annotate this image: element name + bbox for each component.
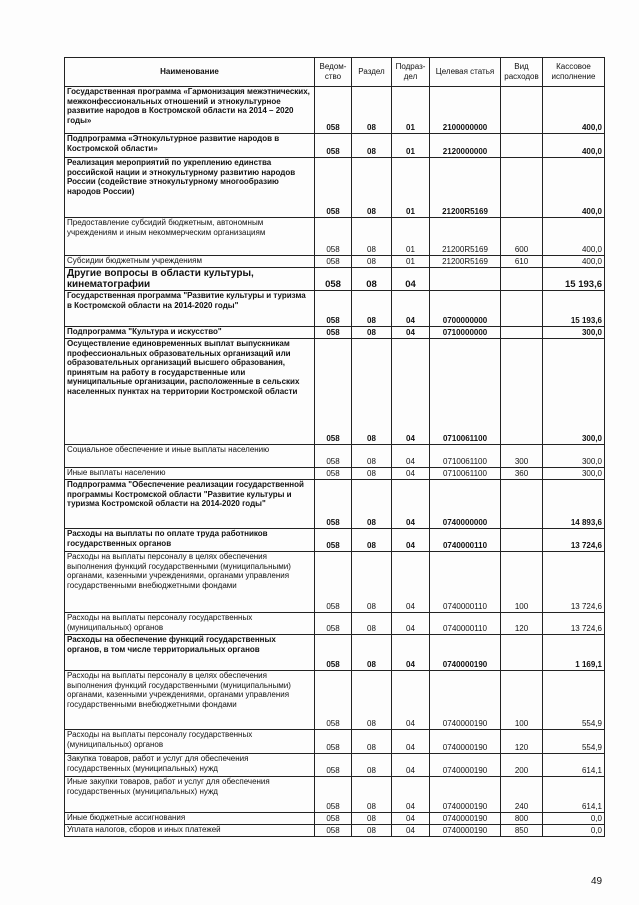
cell-name: Предоставление субсидий бюджетным, автономным учреждениям и иным некоммерческим организациям xyxy=(65,218,315,256)
cell-subsection: 01 xyxy=(392,87,430,134)
table-row xyxy=(65,218,605,256)
cell-amount: 1 169,1 xyxy=(543,635,605,671)
cell-amount: 0,0 xyxy=(543,825,605,837)
cell-amount: 300,0 xyxy=(543,339,605,445)
cell-target: 21200R5169 xyxy=(430,158,501,218)
cell-type: 600 xyxy=(501,218,543,256)
cell-target: 0740000000 xyxy=(430,480,501,529)
table-row xyxy=(65,730,605,754)
cell-subsection: 04 xyxy=(392,445,430,468)
cell-subsection: 04 xyxy=(392,268,430,291)
cell-target: 0740000190 xyxy=(430,730,501,754)
cell-amount: 15 193,6 xyxy=(543,291,605,327)
cell-section: 08 xyxy=(352,327,392,339)
table-row xyxy=(65,268,605,291)
cell-amount: 300,0 xyxy=(543,468,605,480)
cell-dept: 058 xyxy=(315,268,352,291)
cell-section: 08 xyxy=(352,339,392,445)
cell-target: 0740000190 xyxy=(430,813,501,825)
cell-name: Расходы на выплаты персоналу в целях обеспечения выполнения функций государственными (муниципальными) органами, казенными учреждениями, органами управления государственными внебюджетными фондами xyxy=(65,552,315,613)
cell-section: 08 xyxy=(352,291,392,327)
table-row xyxy=(65,825,605,837)
cell-section: 08 xyxy=(352,635,392,671)
cell-type: 200 xyxy=(501,754,543,777)
budget-execution-table xyxy=(64,57,605,837)
cell-amount: 614,1 xyxy=(543,777,605,813)
cell-amount: 13 724,6 xyxy=(543,552,605,613)
cell-type: 120 xyxy=(501,613,543,635)
cell-target: 0740000190 xyxy=(430,825,501,837)
cell-target: 21200R5169 xyxy=(430,256,501,268)
cell-name: Расходы на обеспечение функций государственных органов, в том числе территориальных органов xyxy=(65,635,315,671)
table-row xyxy=(65,327,605,339)
cell-section: 08 xyxy=(352,825,392,837)
cell-name: Подпрограмма "Обеспечение реализации государственной программы Костромской области "Развитие культуры и туризма Костромской области на 2014-2020 годы" xyxy=(65,480,315,529)
cell-subsection: 01 xyxy=(392,134,430,158)
cell-section: 08 xyxy=(352,87,392,134)
cell-amount: 13 724,6 xyxy=(543,529,605,552)
cell-dept: 058 xyxy=(315,613,352,635)
cell-section: 08 xyxy=(352,529,392,552)
cell-subsection: 01 xyxy=(392,158,430,218)
cell-subsection: 04 xyxy=(392,468,430,480)
cell-amount: 13 724,6 xyxy=(543,613,605,635)
cell-subsection: 04 xyxy=(392,730,430,754)
cell-name: Субсидии бюджетным учреждениям xyxy=(65,256,315,268)
cell-type: 360 xyxy=(501,468,543,480)
header-row xyxy=(65,58,605,87)
cell-name: Расходы на выплаты персоналу государственных (муниципальных) органов xyxy=(65,613,315,635)
cell-dept: 058 xyxy=(315,529,352,552)
cell-subsection: 04 xyxy=(392,613,430,635)
cell-dept: 058 xyxy=(315,825,352,837)
cell-target: 0700000000 xyxy=(430,291,501,327)
cell-target: 0710000000 xyxy=(430,327,501,339)
cell-section: 08 xyxy=(352,730,392,754)
cell-name: Осуществление единовременных выплат выпускникам профессиональных образовательных организаций или образовательных организаций высшего образования, принятым на работу в государственные или муниципальные организации, расположенные в сельских населенных пунктах на территории Костромской области xyxy=(65,339,315,445)
cell-type: 300 xyxy=(501,445,543,468)
header-dept: Ведом-ство xyxy=(315,58,352,87)
header-name: Наименование xyxy=(65,58,315,87)
cell-name: Подпрограмма "Культура и искусство" xyxy=(65,327,315,339)
cell-amount: 400,0 xyxy=(543,256,605,268)
cell-dept: 058 xyxy=(315,480,352,529)
cell-name: Социальное обеспечение и иные выплаты населению xyxy=(65,445,315,468)
cell-type: 100 xyxy=(501,671,543,730)
cell-subsection: 04 xyxy=(392,529,430,552)
cell-amount: 614,1 xyxy=(543,754,605,777)
cell-subsection: 04 xyxy=(392,671,430,730)
header-target: Целевая статья xyxy=(430,58,501,87)
cell-dept: 058 xyxy=(315,134,352,158)
cell-target: 0740000190 xyxy=(430,754,501,777)
cell-name: Иные выплаты населению xyxy=(65,468,315,480)
cell-subsection: 04 xyxy=(392,825,430,837)
cell-dept: 058 xyxy=(315,754,352,777)
table-row xyxy=(65,445,605,468)
cell-amount: 300,0 xyxy=(543,327,605,339)
cell-name: Иные закупки товаров, работ и услуг для обеспечения государственных (муниципальных) нужд xyxy=(65,777,315,813)
cell-type xyxy=(501,134,543,158)
table-row xyxy=(65,552,605,613)
cell-name: Расходы на выплаты персоналу государственных (муниципальных) органов xyxy=(65,730,315,754)
cell-type xyxy=(501,339,543,445)
cell-name: Иные бюджетные ассигнования xyxy=(65,813,315,825)
cell-dept: 058 xyxy=(315,291,352,327)
cell-section: 08 xyxy=(352,468,392,480)
cell-target: 0740000190 xyxy=(430,635,501,671)
cell-dept: 058 xyxy=(315,671,352,730)
cell-dept: 058 xyxy=(315,777,352,813)
cell-subsection: 04 xyxy=(392,291,430,327)
cell-amount: 0,0 xyxy=(543,813,605,825)
table-row xyxy=(65,635,605,671)
cell-type xyxy=(501,268,543,291)
cell-dept: 058 xyxy=(315,87,352,134)
cell-section: 08 xyxy=(352,134,392,158)
cell-type xyxy=(501,291,543,327)
table-body xyxy=(65,87,605,837)
cell-amount: 400,0 xyxy=(543,158,605,218)
table-row xyxy=(65,777,605,813)
table-row xyxy=(65,134,605,158)
cell-subsection: 04 xyxy=(392,552,430,613)
table-row xyxy=(65,671,605,730)
cell-type: 240 xyxy=(501,777,543,813)
cell-target: 0740000110 xyxy=(430,552,501,613)
cell-subsection: 04 xyxy=(392,327,430,339)
page-number: 49 xyxy=(591,876,603,887)
cell-section: 08 xyxy=(352,777,392,813)
cell-target: 2120000000 xyxy=(430,134,501,158)
table-row xyxy=(65,754,605,777)
cell-name: Расходы на выплаты персоналу в целях обеспечения выполнения функций государственными (муниципальными) органами, казенными учреждениями, органами управления государственными внебюджетными фондами xyxy=(65,671,315,730)
cell-dept: 058 xyxy=(315,635,352,671)
cell-type xyxy=(501,327,543,339)
cell-section: 08 xyxy=(352,552,392,613)
cell-target: 0710061100 xyxy=(430,468,501,480)
cell-name: Расходы на выплаты по оплате труда работников государственных органов xyxy=(65,529,315,552)
cell-name: Уплата налогов, сборов и иных платежей xyxy=(65,825,315,837)
cell-amount: 15 193,6 xyxy=(543,268,605,291)
cell-dept: 058 xyxy=(315,158,352,218)
cell-target: 21200R5169 xyxy=(430,218,501,256)
table-row xyxy=(65,291,605,327)
cell-dept: 058 xyxy=(315,468,352,480)
cell-subsection: 04 xyxy=(392,777,430,813)
cell-type xyxy=(501,87,543,134)
cell-subsection: 01 xyxy=(392,218,430,256)
cell-type xyxy=(501,158,543,218)
cell-name: Другие вопросы в области культуры, кинематографии xyxy=(65,268,315,291)
header-subsection: Подраз-дел xyxy=(392,58,430,87)
cell-amount: 400,0 xyxy=(543,87,605,134)
cell-type: 100 xyxy=(501,552,543,613)
table-row xyxy=(65,256,605,268)
table-row xyxy=(65,813,605,825)
cell-section: 08 xyxy=(352,671,392,730)
cell-section: 08 xyxy=(352,256,392,268)
cell-section: 08 xyxy=(352,158,392,218)
cell-target: 0710061100 xyxy=(430,339,501,445)
cell-section: 08 xyxy=(352,613,392,635)
cell-name: Государственная программа "Развитие культуры и туризма в Костромской области на 2014-2020 годы" xyxy=(65,291,315,327)
cell-type xyxy=(501,480,543,529)
cell-subsection: 04 xyxy=(392,480,430,529)
header-type: Вид расходов xyxy=(501,58,543,87)
cell-amount: 300,0 xyxy=(543,445,605,468)
cell-amount: 554,9 xyxy=(543,730,605,754)
cell-type: 610 xyxy=(501,256,543,268)
cell-amount: 400,0 xyxy=(543,134,605,158)
cell-target: 0740000190 xyxy=(430,777,501,813)
table-row xyxy=(65,480,605,529)
cell-subsection: 04 xyxy=(392,339,430,445)
cell-dept: 058 xyxy=(315,256,352,268)
cell-subsection: 01 xyxy=(392,256,430,268)
cell-dept: 058 xyxy=(315,327,352,339)
table-row xyxy=(65,87,605,134)
cell-section: 08 xyxy=(352,218,392,256)
cell-type xyxy=(501,635,543,671)
cell-type xyxy=(501,529,543,552)
cell-amount: 14 893,6 xyxy=(543,480,605,529)
header-section: Раздел xyxy=(352,58,392,87)
cell-subsection: 04 xyxy=(392,635,430,671)
cell-dept: 058 xyxy=(315,813,352,825)
cell-target: 0740000190 xyxy=(430,671,501,730)
table-row xyxy=(65,468,605,480)
cell-dept: 058 xyxy=(315,552,352,613)
header-amount: Кассовое исполнение xyxy=(543,58,605,87)
cell-section: 08 xyxy=(352,445,392,468)
cell-dept: 058 xyxy=(315,218,352,256)
cell-target: 0710061100 xyxy=(430,445,501,468)
cell-subsection: 04 xyxy=(392,754,430,777)
cell-section: 08 xyxy=(352,480,392,529)
cell-name: Закупка товаров, работ и услуг для обеспечения государственных (муниципальных) нужд xyxy=(65,754,315,777)
cell-name: Государственная программа «Гармонизация межэтнических, межконфессиональных отношений и этнокультурное развитие народов в Костромской области на 2014 – 2020 годы» xyxy=(65,87,315,134)
cell-dept: 058 xyxy=(315,445,352,468)
cell-type: 850 xyxy=(501,825,543,837)
table-row xyxy=(65,158,605,218)
cell-dept: 058 xyxy=(315,339,352,445)
cell-name: Подпрограмма «Этнокультурное развитие народов в Костромской области» xyxy=(65,134,315,158)
table-row xyxy=(65,613,605,635)
cell-name: Реализация мероприятий по укреплению единства российской нации и этнокультурному развитию народов России (содействие этнокультурному многообразию народов России) xyxy=(65,158,315,218)
cell-amount: 554,9 xyxy=(543,671,605,730)
cell-section: 08 xyxy=(352,754,392,777)
cell-section: 08 xyxy=(352,268,392,291)
cell-dept: 058 xyxy=(315,730,352,754)
cell-target xyxy=(430,268,501,291)
cell-target: 0740000110 xyxy=(430,613,501,635)
cell-target: 0740000110 xyxy=(430,529,501,552)
cell-target: 2100000000 xyxy=(430,87,501,134)
table-row xyxy=(65,339,605,445)
cell-type: 120 xyxy=(501,730,543,754)
cell-subsection: 04 xyxy=(392,813,430,825)
cell-amount: 400,0 xyxy=(543,218,605,256)
cell-type: 800 xyxy=(501,813,543,825)
cell-section: 08 xyxy=(352,813,392,825)
table-row xyxy=(65,529,605,552)
